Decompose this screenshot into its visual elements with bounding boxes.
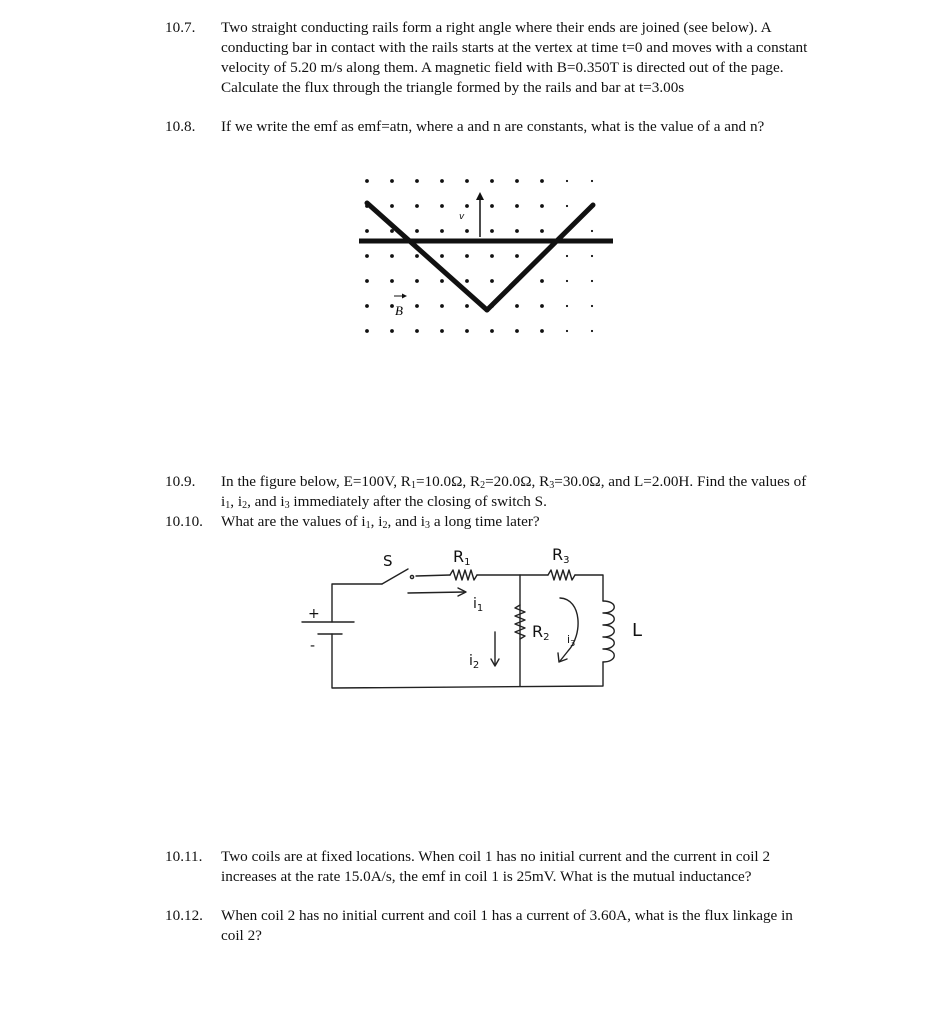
field-dot [591,230,593,232]
field-dot [490,179,494,183]
i1-arrow [408,592,465,593]
right-wire [575,575,603,601]
velocity-label: v [459,212,465,222]
field-dot [566,280,568,282]
field-label: B [395,303,403,318]
r1-label: R1 [453,547,471,568]
field-dot [540,329,544,333]
field-dot [566,330,568,332]
switch-blade [382,569,408,584]
field-dot [540,204,544,208]
r1-zigzag [450,570,477,580]
field-dot [390,254,394,258]
r3-label: R3 [552,545,570,566]
field-dot [440,254,444,258]
field-dot [465,229,469,233]
field-dot [540,229,544,233]
problem-text: Two straight conducting rails form a right angle where their ends are joined (see below). A conducting bar in contact with the rails starts at the vertex at time t=0 and moves with a constant velocity of 5.20 m/s along them. A magnetic field with B=0.350T is directed out of the page. Calculate the flux through the triangle formed by the rails and bar at t=3.00s [221,19,808,96]
left-rail [367,203,487,310]
field-dot [365,179,369,183]
field-dot [365,254,369,258]
switch-label: S [383,552,393,570]
problem-number: 10.11. [165,848,203,865]
problem-10-9 [165,472,815,512]
field-dot [390,179,394,183]
problem-10-7 [165,18,815,98]
field-dot [515,304,519,308]
r2-zigzag [515,605,525,639]
field-dot [465,279,469,283]
field-dot [591,330,593,332]
switch-to-r1-wire [416,575,450,576]
problem-10-11 [165,847,815,887]
problem-number: 10.10. [165,513,203,530]
problem-number: 10.8. [165,118,196,135]
problem-text: If we write the emf as emf=atn, where a and n are constants, what is the value of a and n? [221,118,765,135]
field-dot [390,279,394,283]
problem-10-10 [165,512,815,532]
field-dot [365,329,369,333]
field-dot [415,304,419,308]
problem-10-8 [165,117,815,137]
field-dot [390,329,394,333]
field-dot [540,304,544,308]
circuit-figure [290,535,670,700]
i3-loop-arrow [560,598,578,661]
field-dot [465,204,469,208]
field-dot [365,304,369,308]
field-dot [440,229,444,233]
right-rail [487,205,593,310]
field-dot [440,204,444,208]
field-dot [415,254,419,258]
field-dot [390,204,394,208]
field-dot [415,204,419,208]
field-dot [365,229,369,233]
problem-10-12 [165,906,815,946]
field-dot [540,179,544,183]
problem-number: 10.9. [165,473,196,490]
field-dot [465,179,469,183]
inductor-label: L [632,620,643,641]
problem-text: What are the values of $i_1$, $i_2$, and $i_3$ a long time later? [221,513,540,531]
r2-label: R2 [532,622,550,643]
field-dot [465,304,469,308]
field-dot [365,279,369,283]
field-dot [591,255,593,257]
i3-label: $i_3$ [567,633,576,648]
field-dot [566,205,568,207]
switch-contact [410,575,413,578]
field-dot [415,279,419,283]
field-dot [591,280,593,282]
i2-label: $i_2$ [469,653,480,671]
field-dot [515,254,519,258]
field-dot [440,279,444,283]
field-dot [591,305,593,307]
minus-label: - [310,638,316,654]
field-dot [440,329,444,333]
field-dot [515,204,519,208]
plus-label: + [308,606,320,622]
velocity-arrowhead [476,192,484,200]
field-dot [566,255,568,257]
rails-figure [355,165,625,345]
problem-number: 10.12. [165,907,203,924]
field-dot [490,229,494,233]
field-dot [415,179,419,183]
left-wire-top [332,584,382,622]
problem-text: In the figure below, E=100V, $R_1=10.0\Omega$, $R_2=20.0\Omega$, $R_3=30.0\Omega$, and L=2.00H. Find the values of $i_1$, $i_2$, and $i_3$ immediately after the closing of switch S. [221,473,807,511]
field-dot [415,229,419,233]
field-dot [465,254,469,258]
field-dot [440,179,444,183]
r3-zigzag [548,570,575,580]
field-dot [566,180,568,182]
field-dot [490,204,494,208]
field-dot [566,305,568,307]
field-dot [515,179,519,183]
inductor-coil [603,601,614,662]
field-vector-arrowhead [402,294,407,299]
junction-wire [477,575,520,686]
field-dot [490,279,494,283]
field-dot [515,329,519,333]
field-dot [540,279,544,283]
field-dot [490,329,494,333]
field-dot [465,329,469,333]
problem-text: Two coils are at fixed locations. When coil 1 has no initial current and the current in coil 2 increases at the rate 15.0A/s, the emf in coil 1 is 25mV. What is the mutual inductance? [221,848,771,885]
field-dot [490,254,494,258]
problem-text: When coil 2 has no initial current and coil 1 has a current of 3.60A, what is the flux linkage in coil 2? [221,907,793,944]
field-dot [591,180,593,182]
field-dot [390,304,394,308]
i1-label: $i_1$ [473,596,484,614]
field-dot [415,329,419,333]
field-dot [440,304,444,308]
field-dot [515,229,519,233]
problem-number: 10.7. [165,19,196,36]
